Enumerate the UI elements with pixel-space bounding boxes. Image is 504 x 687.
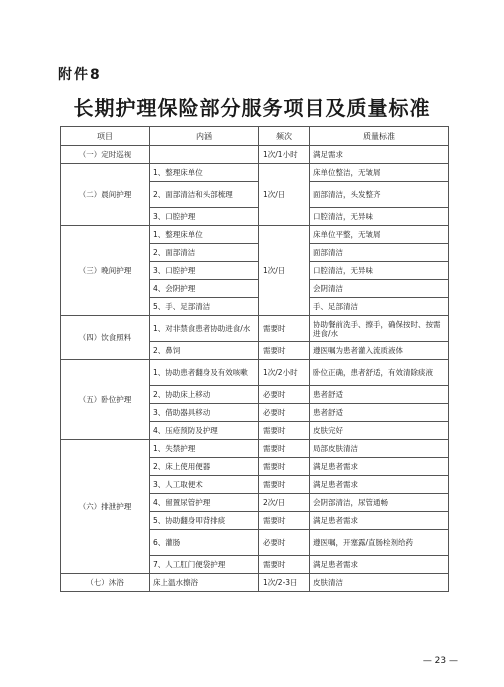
standard-cell: 皮肤完好 bbox=[310, 422, 449, 440]
item-cell: 1、对非禁食患者协助进食/水 bbox=[150, 316, 259, 342]
header-project: 项目 bbox=[61, 127, 150, 146]
standard-cell: 局部皮肤清洁 bbox=[310, 440, 449, 458]
item-cell: 7、人工肛门便袋护理 bbox=[150, 556, 259, 574]
item-cell: 2、床上使用便器 bbox=[150, 458, 259, 476]
document-title: 长期护理保险部分服务项目及质量标准 bbox=[73, 96, 431, 120]
item-cell: 5、协助翻身叩背排痰 bbox=[150, 512, 259, 530]
item-cell: 2、面部清洁 bbox=[150, 244, 259, 262]
standard-cell: 会阴清洁 bbox=[310, 280, 449, 298]
standard-cell: 手、足部清洁 bbox=[310, 298, 449, 316]
item-cell bbox=[150, 146, 259, 164]
category-cell: （四）饮食照料 bbox=[61, 316, 150, 360]
item-cell: 3、人工取便术 bbox=[150, 476, 259, 494]
standard-cell: 口腔清洁，无异味 bbox=[310, 208, 449, 226]
category-cell: （三）晚间护理 bbox=[61, 226, 150, 316]
frequency-cell: 需要时 bbox=[259, 476, 310, 494]
item-cell: 1、失禁护理 bbox=[150, 440, 259, 458]
item-cell: 1、整理床单位 bbox=[150, 164, 259, 182]
table-row bbox=[61, 226, 449, 244]
standard-cell: 床单位整洁，无皱屑 bbox=[310, 164, 449, 182]
standard-cell: 遵医嘱为患者灌入流质液体 bbox=[310, 342, 449, 360]
item-cell: 1、协助患者翻身及有效咳嗽 bbox=[150, 360, 259, 386]
category-cell: （一）定时巡视 bbox=[61, 146, 150, 164]
header-quality-standard: 质量标准 bbox=[310, 127, 449, 146]
item-cell: 3、借助器具移动 bbox=[150, 404, 259, 422]
table-row bbox=[61, 164, 449, 182]
standard-cell: 皮肤清洁 bbox=[310, 574, 449, 592]
item-cell: 3、口腔护理 bbox=[150, 262, 259, 280]
table-header-row bbox=[61, 127, 449, 146]
item-cell: 5、手、足部清洁 bbox=[150, 298, 259, 316]
standard-cell: 满足需求 bbox=[310, 146, 449, 164]
frequency-cell: 1次/2-3日 bbox=[259, 574, 310, 592]
standard-cell: 满足患者需求 bbox=[310, 476, 449, 494]
service-standards-table bbox=[60, 126, 449, 592]
item-cell: 2、面部清洁和头部梳理 bbox=[150, 182, 259, 208]
frequency-cell: 需要时 bbox=[259, 440, 310, 458]
frequency-cell: 需要时 bbox=[259, 422, 310, 440]
table-row bbox=[61, 316, 449, 342]
category-cell: （二）晨间护理 bbox=[61, 164, 150, 226]
standard-cell: 口腔清洁，无异味 bbox=[310, 262, 449, 280]
item-cell: 1、整理床单位 bbox=[150, 226, 259, 244]
header-frequency: 频次 bbox=[259, 127, 310, 146]
standard-cell: 患者舒适 bbox=[310, 386, 449, 404]
frequency-cell: 1次/1小时 bbox=[259, 146, 310, 164]
item-cell: 4、压疮预防及护理 bbox=[150, 422, 259, 440]
frequency-cell: 必要时 bbox=[259, 404, 310, 422]
frequency-cell: 1次/日 bbox=[259, 226, 310, 316]
standard-cell: 协助餐前洗手、擦手，确保按时、按需进食/水 bbox=[310, 316, 449, 342]
frequency-cell: 必要时 bbox=[259, 386, 310, 404]
frequency-cell: 需要时 bbox=[259, 458, 310, 476]
frequency-cell: 2次/日 bbox=[259, 494, 310, 512]
standard-cell: 满足患者需求 bbox=[310, 458, 449, 476]
table-row bbox=[61, 574, 449, 592]
item-cell: 4、留置尿管护理 bbox=[150, 494, 259, 512]
frequency-cell: 需要时 bbox=[259, 316, 310, 342]
item-cell: 2、鼻饲 bbox=[150, 342, 259, 360]
standard-cell: 床单位平整，无皱屑 bbox=[310, 226, 449, 244]
item-cell: 2、协助床上移动 bbox=[150, 386, 259, 404]
standard-cell: 会阴部清洁，尿管通畅 bbox=[310, 494, 449, 512]
standard-cell: 卧位正确，患者舒适，有效清除痰液 bbox=[310, 360, 449, 386]
attachment-label: 附件8 bbox=[58, 67, 102, 83]
frequency-cell: 必要时 bbox=[259, 530, 310, 556]
frequency-cell: 1次/2小时 bbox=[259, 360, 310, 386]
category-cell: （六）排泄护理 bbox=[61, 440, 150, 574]
item-cell: 3、口腔护理 bbox=[150, 208, 259, 226]
page-number: — 23 — bbox=[422, 656, 458, 666]
item-cell: 4、会阴护理 bbox=[150, 280, 259, 298]
header-content: 内涵 bbox=[150, 127, 259, 146]
frequency-cell: 需要时 bbox=[259, 512, 310, 530]
table-row bbox=[61, 440, 449, 458]
standard-cell: 患者舒适 bbox=[310, 404, 449, 422]
item-cell: 6、灌肠 bbox=[150, 530, 259, 556]
standard-cell: 遵医嘱，开塞露/直肠栓剂给药 bbox=[310, 530, 449, 556]
category-cell: （五）卧位护理 bbox=[61, 360, 150, 440]
category-cell: （七）沐浴 bbox=[61, 574, 150, 592]
frequency-cell: 需要时 bbox=[259, 556, 310, 574]
standard-cell: 面部清洁，头发整齐 bbox=[310, 182, 449, 208]
standard-cell: 满足患者需求 bbox=[310, 512, 449, 530]
table-row bbox=[61, 360, 449, 386]
table-row bbox=[61, 146, 449, 164]
standard-cell: 面部清洁 bbox=[310, 244, 449, 262]
frequency-cell: 需要时 bbox=[259, 342, 310, 360]
standard-cell: 满足患者需求 bbox=[310, 556, 449, 574]
frequency-cell: 1次/日 bbox=[259, 164, 310, 226]
item-cell: 床上温水擦浴 bbox=[150, 574, 259, 592]
